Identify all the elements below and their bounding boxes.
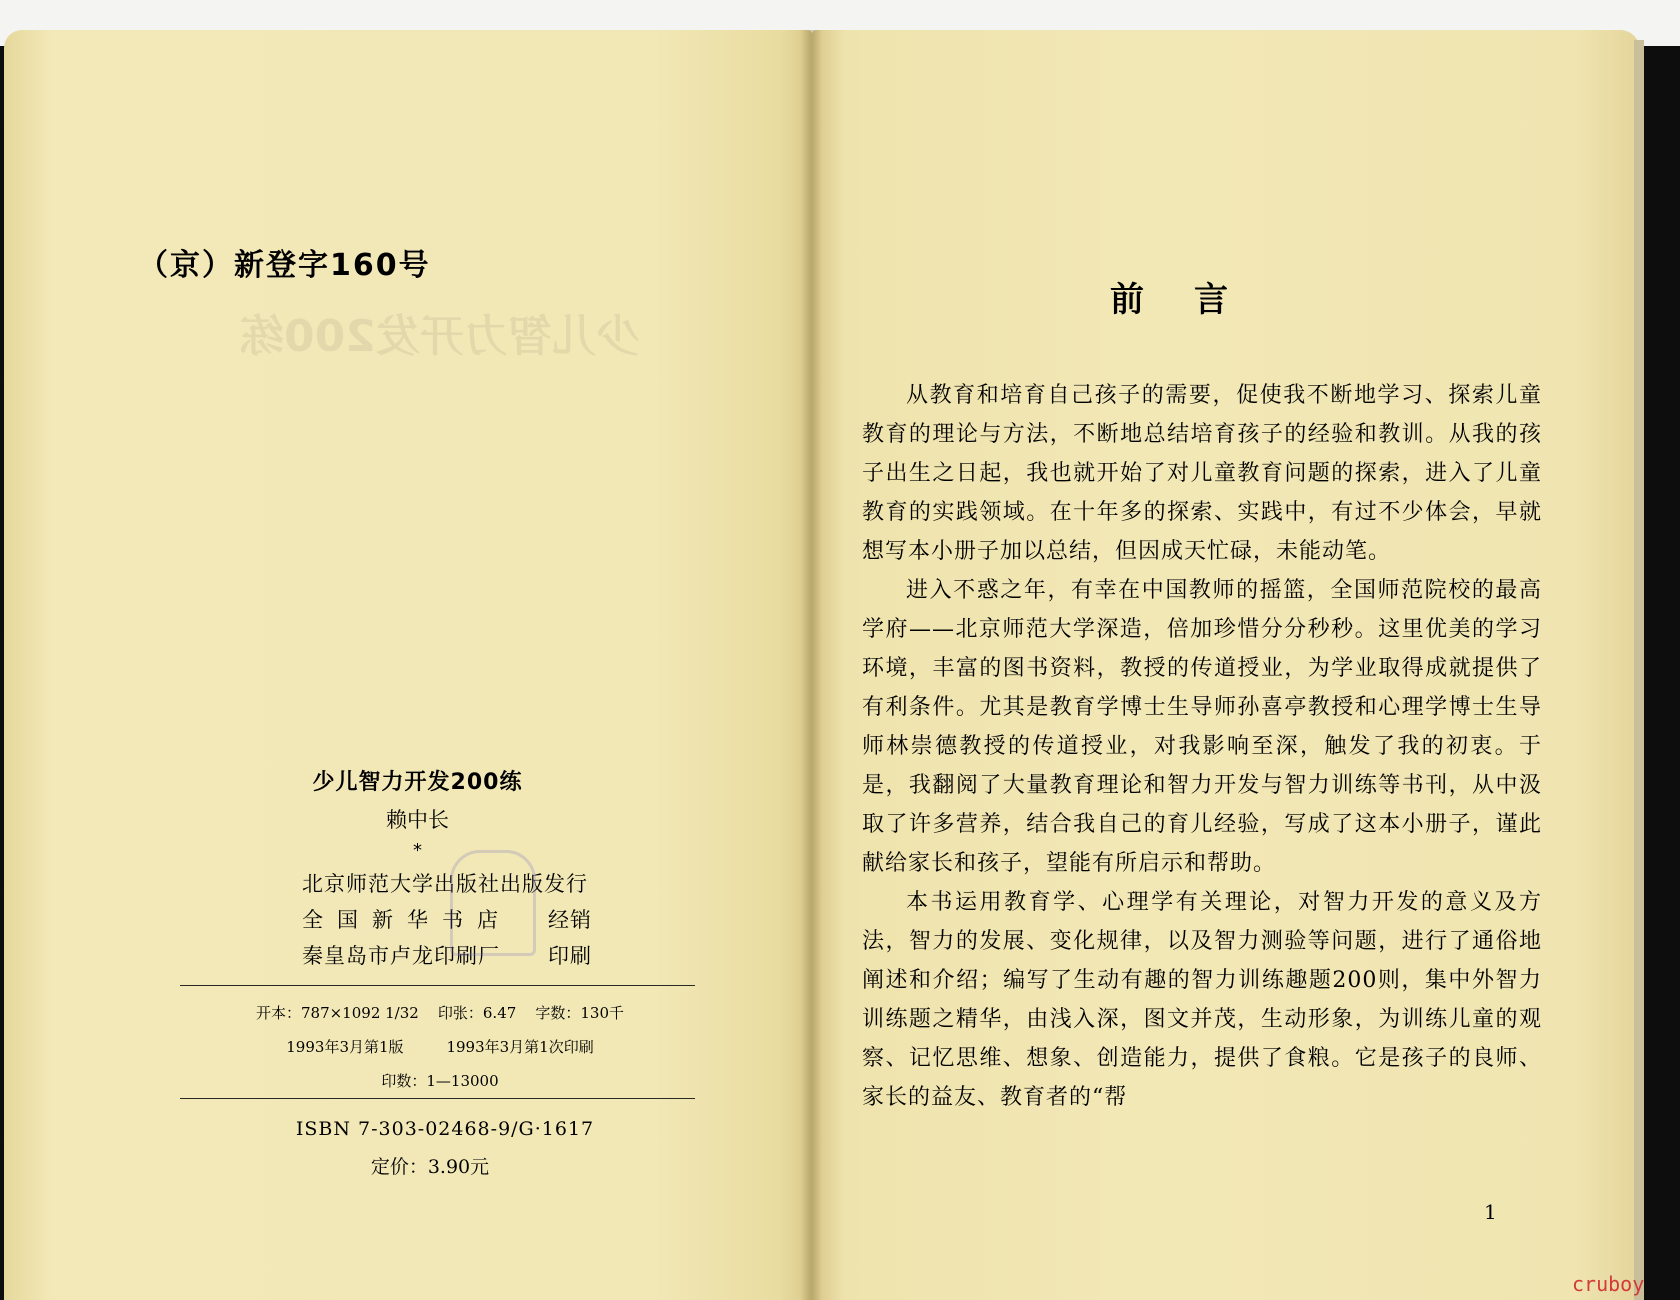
distributor-name: 全国新华书店 bbox=[302, 908, 512, 932]
spec-sheets: 印张：6.47 bbox=[437, 1004, 517, 1022]
spec-word-count: 字数：130千 bbox=[535, 1004, 625, 1022]
watermark: cruboy bbox=[1572, 1272, 1645, 1296]
paragraph: 从教育和培育自己孩子的需要，促使我不断地学习、探索儿童教育的理论与方法，不断地总结培育孩子的经验和教训。从我的孩子出生之日起，我也就开始了对儿童教育问题的探索，进入了儿童教育的实践领域。在十年多的探索、实践中，有过不少体会，早就想写本小册子加以总结，但因成天忙碌，未能动笔。 bbox=[862, 383, 1542, 564]
left-page bbox=[4, 30, 812, 1300]
distributor-line bbox=[302, 904, 592, 934]
page-number: 1 bbox=[1484, 1200, 1497, 1224]
paragraph: 本书运用教育学、心理学有关理论，对智力开发的意义及方法，智力的发展、变化规律，以及智力测验等问题，进行了通俗地阐述和介绍；编写了生动有趣的智力训练趣题200则，集中外智力训练题之精华，由浅入深，图文并茂，生动形象，为训练儿童的观察、记忆思维、想象、创造能力，提供了食粮。它是孩子的良师、家长的益友、教育者的“帮 bbox=[862, 890, 1542, 1110]
bleed-through-title: 少儿智力开发200练 bbox=[240, 311, 640, 362]
author-name: 赖中长 bbox=[386, 808, 449, 832]
registration-number: （京）新登字160号 bbox=[138, 248, 431, 283]
spec-line-1 bbox=[180, 1002, 700, 1023]
printer-name: 秦皇岛市卢龙印刷厂 bbox=[302, 944, 500, 968]
rule-top bbox=[180, 985, 695, 986]
price: 定价：3.90元 bbox=[370, 1156, 490, 1178]
preface-title: 前言 bbox=[1110, 280, 1278, 320]
book-title: 少儿智力开发200练 bbox=[312, 770, 523, 795]
page-edge bbox=[1634, 40, 1644, 1300]
preface-body bbox=[862, 376, 1542, 1117]
book-gutter bbox=[800, 30, 822, 1300]
rule-bottom bbox=[180, 1098, 695, 1099]
printer-line bbox=[302, 940, 592, 970]
publisher-line: 北京师范大学出版社出版发行 bbox=[302, 872, 588, 896]
spec-print-run: 印数：1—13000 bbox=[381, 1072, 499, 1090]
paragraph: 进入不惑之年，有幸在中国教师的摇篮，全国师范院校的最高学府——北京师范大学深造，倍加珍惜分分秒秒。这里优美的学习环境，丰富的图书资料，教授的传道授业，为学业取得成就提供了有利条件。尤其是教育学博士生导师孙喜亭教授和心理学博士生导师林崇德教授的传道授业，对我影响至深，触发了我的初衷。于是，我翻阅了大量教育理论和智力开发与智力训练等书刊，从中汲取了许多营养，结合我自己的育儿经验，写成了这本小册子，谨此献给家长和孩子，望能有所启示和帮助。 bbox=[862, 578, 1542, 876]
printer-role: 印刷 bbox=[548, 944, 592, 968]
spec-printing: 1993年3月第1次印刷 bbox=[446, 1038, 594, 1056]
spec-line-2 bbox=[180, 1036, 700, 1057]
isbn: ISBN 7-303-02468-9/G·1617 bbox=[295, 1118, 595, 1140]
spec-edition: 1993年3月第1版 bbox=[286, 1038, 404, 1056]
spec-format: 开本：787×1092 1/32 bbox=[255, 1004, 419, 1022]
separator-star: * bbox=[413, 840, 422, 861]
colophon bbox=[180, 765, 700, 970]
distributor-role: 经销 bbox=[548, 908, 592, 932]
faded-stamp bbox=[450, 850, 536, 956]
